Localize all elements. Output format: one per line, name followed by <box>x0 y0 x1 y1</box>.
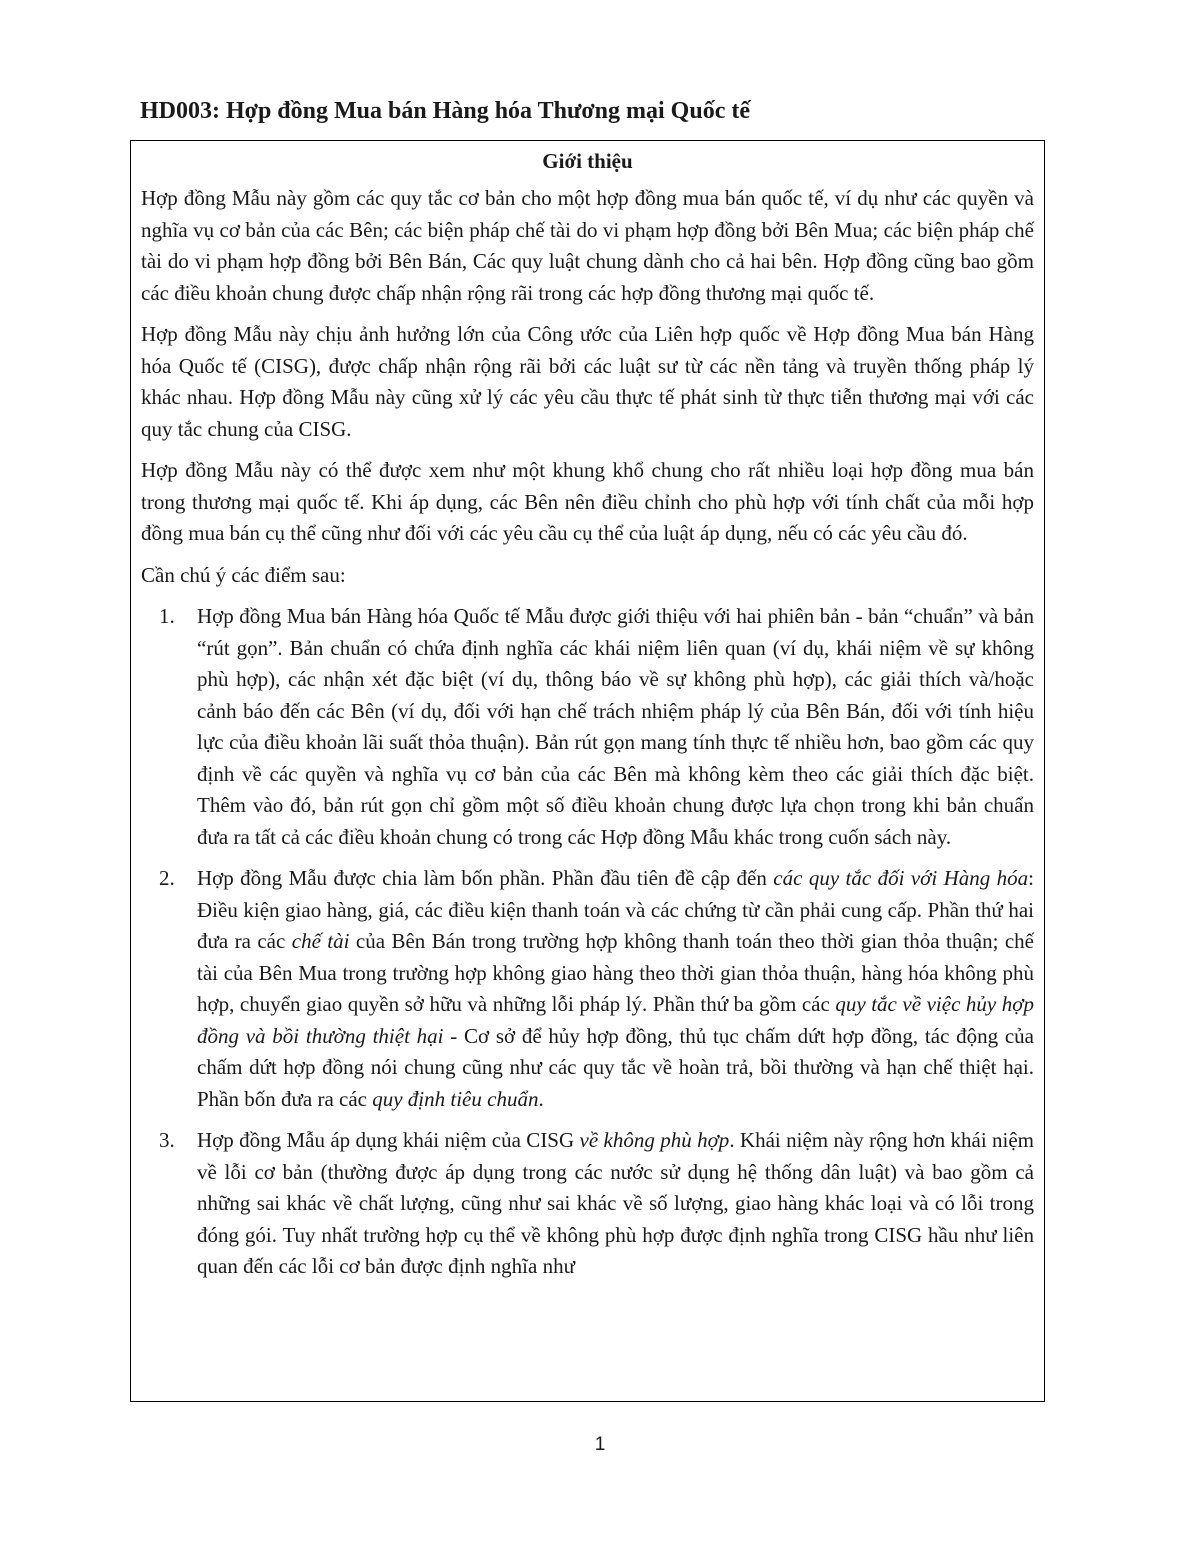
notes-list <box>141 601 1034 1283</box>
text-run: . <box>538 1086 544 1111</box>
italic-run: về không phù hợp <box>579 1128 730 1152</box>
page-number: 1 <box>594 1434 606 1455</box>
intro-paragraph-4: Cần chú ý các điểm sau: <box>141 562 346 587</box>
italic-run: chế tài <box>291 929 350 953</box>
text-run: : Điều kiện giao hàng, giá, các điều kiện thanh toán và các chứng từ cần phải cung cấp. Phần thứ hai đưa ra các <box>197 866 1034 953</box>
list-item <box>141 1125 1034 1283</box>
list-item-text: Hợp đồng Mua bán Hàng hóa Quốc tế Mẫu được giới thiệu với hai phiên bản - bản “chuẩn” và bản “rút gọn”. Bản chuẩn có chứa định nghĩa các khái niệm liên quan (ví dụ, khái niệm về sự không phù hợp), các nhận xét đặc biệt (ví dụ, thông báo về sự không phù hợp), các giải thích và/hoặc cảnh báo đến các Bên (ví dụ, đối với hạn chế trách nhiệm pháp lý của Bên Bán, đối với tính hiệu lực của điều khoản lãi suất thỏa thuận). Bản rút gọn mang tính thực tế nhiều hơn, bao gồm các quy định về các quyền và nghĩa vụ cơ bản của các Bên mà không kèm theo các giải thích đặc biệt. Thêm vào đó, bản rút gọn chỉ gồm một số điều khoản chung được lựa chọn trong khi bản chuẩn đưa ra tất cả các điều khoản chung có trong các Hợp đồng Mẫu khác trong cuốn sách này. <box>197 604 1034 849</box>
list-item <box>141 863 1034 1115</box>
intro-paragraph-1: Hợp đồng Mẫu này gồm các quy tắc cơ bản cho một hợp đồng mua bán quốc tế, ví dụ như các quyền và nghĩa vụ cơ bản của các Bên; các biện pháp chế tài do vi phạm hợp đồng bởi Bên Mua; các biện pháp chế tài do vi phạm hợp đồng bởi Bên Bán, Các quy luật chung dành cho cả hai bên. Hợp đồng cũng bao gồm các điều khoản chung được chấp nhận rộng rãi trong các hợp đồng thương mại quốc tế. <box>141 186 1034 305</box>
list-item-number: 1. <box>159 604 175 628</box>
text-run: Hợp đồng Mẫu áp dụng khái niệm của CISG <box>197 1128 580 1152</box>
italic-run: quy định tiêu chuẩn <box>372 1086 539 1111</box>
italic-run: các quy tắc đối với Hàng hóa <box>773 866 1029 890</box>
list-item-text <box>197 863 1034 1115</box>
italic-run: quy tắc về việc hủy hợp đồng và bồi thường thiệt hại <box>197 992 1034 1048</box>
text-run: - Cơ sở để hủy hợp đồng, thủ tục chấm dứt hợp đồng, tác động của chấm dứt hợp đồng nói chung cũng như các quy tắc về hoàn trả, bồi thường và hạn chế thiệt hại. Phần bốn đưa ra các <box>197 1023 1034 1111</box>
intro-box <box>130 140 1045 1402</box>
intro-paragraph-2: Hợp đồng Mẫu này chịu ảnh hưởng lớn của Công ước của Liên hợp quốc về Hợp đồng Mua bán Hàng hóa Quốc tế (CISG), được chấp nhận rộng rãi bởi các luật sư từ các nền tảng và truyền thống pháp lý khác nhau. Hợp đồng Mẫu này cũng xử lý các yêu cầu thực tế phát sinh từ thực tiễn thương mại với các quy tắc chung của CISG. <box>141 322 1034 441</box>
text-run: của Bên Bán trong trường hợp không thanh toán theo thời gian thỏa thuận; chế tài của Bên Mua trong trường hợp không giao hàng theo thời gian thỏa thuận, hàng hóa không phù hợp, chuyển giao quyền sở hữu và những lỗi pháp lý. Phần thứ ba gồm các <box>197 929 1035 1016</box>
text-run: . Khái niệm này rộng hơn khái niệm về lỗi cơ bản (thường được áp dụng trong các nước sử dụng hệ thống dân luật) và bao gồm cả những sai khác về chất lượng, cũng như sai khác về số lượng, giao hàng khác loại và có lỗi trong đóng gói. Tuy nhất trường hợp cụ thể về không phù hợp được định nghĩa trong CISG hầu như liên quan đến các lỗi cơ bản được định nghĩa như <box>197 1128 1035 1278</box>
list-item-number: 3. <box>159 1128 175 1152</box>
list-item-number: 2. <box>159 866 175 890</box>
intro-heading: Giới thiệu <box>542 149 633 173</box>
text-run: Hợp đồng Mẫu được chia làm bốn phần. Phần đầu tiên đề cập đến <box>197 866 774 890</box>
list-item <box>141 601 1034 853</box>
list-item-text <box>197 1125 1034 1283</box>
document-title: HD003: Hợp đồng Mua bán Hàng hóa Thương mại Quốc tế <box>140 98 750 124</box>
intro-paragraph-3: Hợp đồng Mẫu này có thể được xem như một khung khổ chung cho rất nhiều loại hợp đồng mua bán trong thương mại quốc tế. Khi áp dụng, các Bên nên điều chỉnh cho phù hợp với tính chất của mỗi hợp đồng mua bán cụ thể cũng như đối với các yêu cầu cụ thể của luật áp dụng, nếu có các yêu cầu đó. <box>141 458 1034 545</box>
